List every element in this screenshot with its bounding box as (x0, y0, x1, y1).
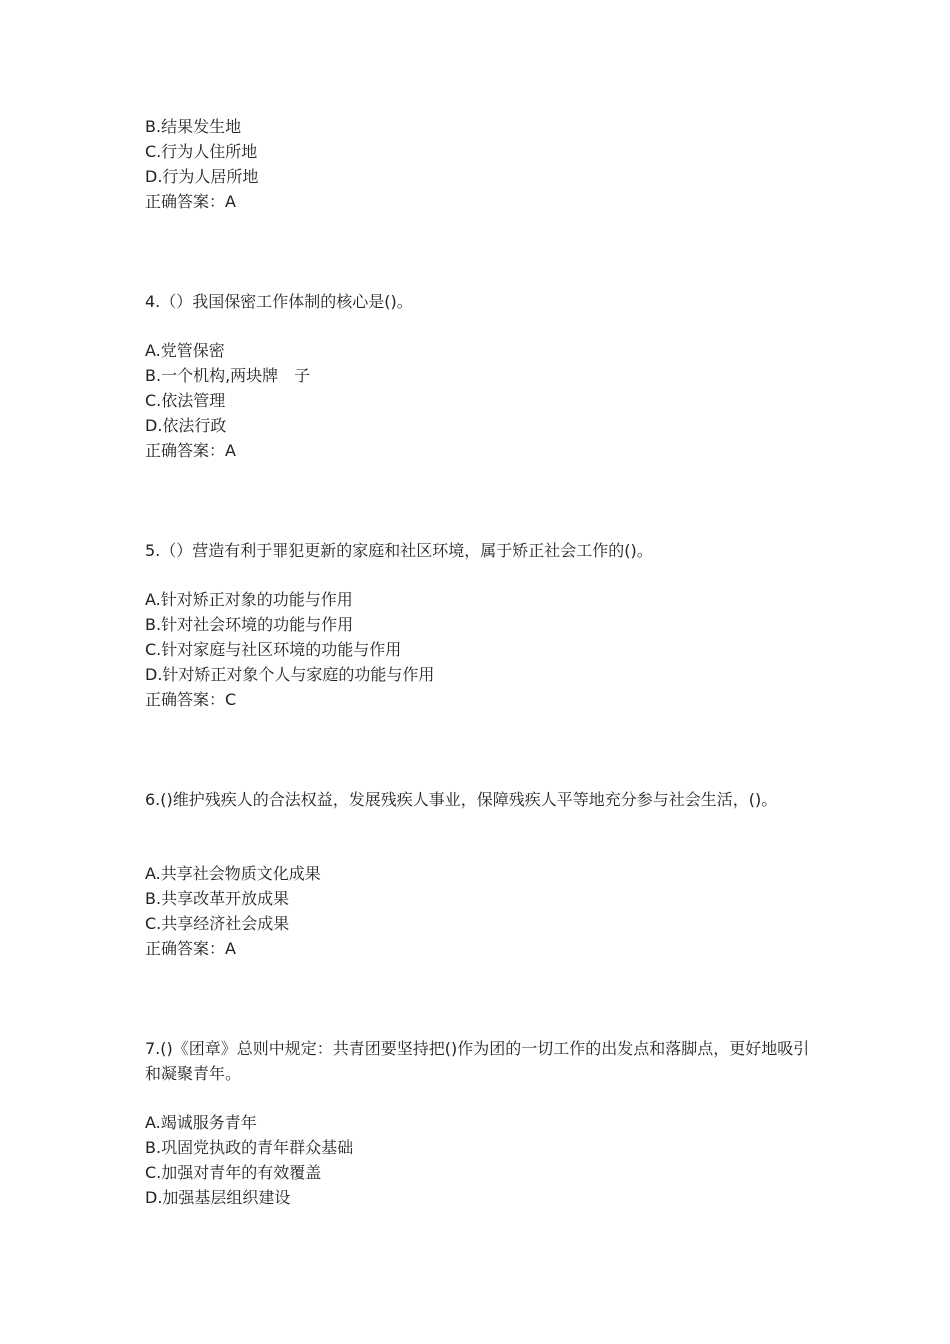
question-stem: 5.（）营造有利于罪犯更新的家庭和社区环境，属于矫正社会工作的()。 (145, 541, 653, 560)
option-b: B.巩固党执政的青年群众基础 (145, 1138, 354, 1157)
option-b: B.结果发生地 (145, 117, 242, 136)
option-d: D.针对矫正对象个人与家庭的功能与作用 (145, 665, 435, 684)
option-d: D.加强基层组织建设 (145, 1188, 291, 1207)
option-b: B.一个机构,两块牌 子 (145, 366, 311, 385)
option-c: C.依法管理 (145, 391, 226, 410)
option-d: D.依法行政 (145, 416, 227, 435)
option-d: D.行为人居所地 (145, 167, 259, 186)
correct-answer: 正确答案：C (145, 690, 237, 709)
correct-answer: 正确答案：A (145, 441, 236, 460)
option-c: C.行为人住所地 (145, 142, 258, 161)
question-stem: 7.()《团章》总则中规定：共青团要坚持把()作为团的一切工作的出发点和落脚点，更好地吸引和凝聚青年。 (145, 1039, 810, 1083)
option-a: A.共享社会物质文化成果 (145, 864, 321, 883)
option-b: B.针对社会环境的功能与作用 (145, 615, 354, 634)
question-stem: 4.（）我国保密工作体制的核心是()。 (145, 292, 413, 311)
option-a: A.竭诚服务青年 (145, 1113, 257, 1132)
option-b: B.共享改革开放成果 (145, 889, 290, 908)
option-c: C.加强对青年的有效覆盖 (145, 1163, 322, 1182)
correct-answer: 正确答案：A (145, 192, 236, 211)
option-a: A.针对矫正对象的功能与作用 (145, 590, 353, 609)
option-c: C.针对家庭与社区环境的功能与作用 (145, 640, 402, 659)
option-a: A.党管保密 (145, 341, 225, 360)
question-stem: 6.()维护残疾人的合法权益，发展残疾人事业，保障残疾人平等地充分参与社会生活，()。 (145, 790, 778, 809)
option-c: C.共享经济社会成果 (145, 914, 290, 933)
correct-answer: 正确答案：A (145, 939, 236, 958)
